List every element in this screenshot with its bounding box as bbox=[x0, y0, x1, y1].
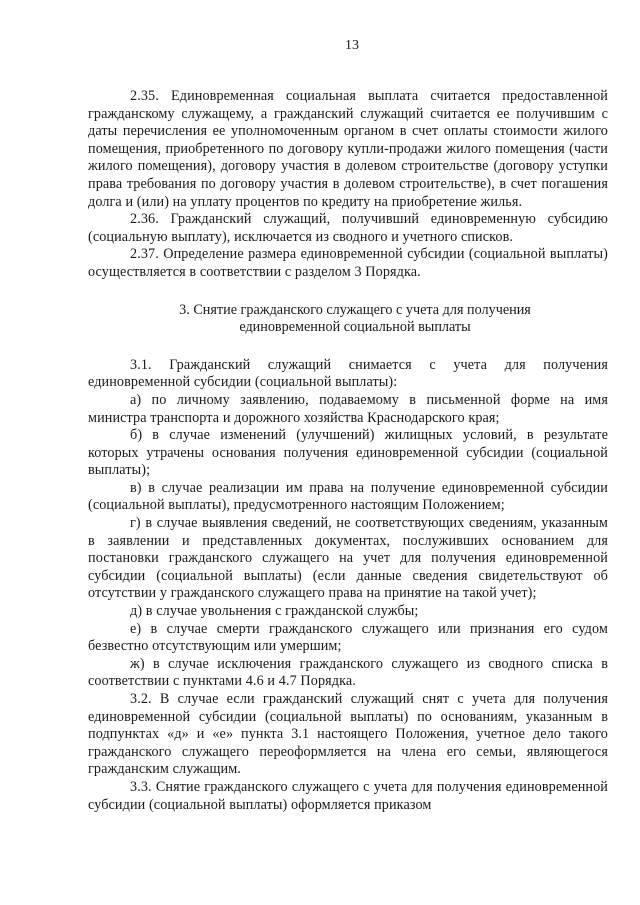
section-title bbox=[88, 302, 608, 337]
item-zh: ж) в случае исключения гражданского служащего из сводного списка в соответствии с пунктами 4.6 и 4.7 Порядка. bbox=[88, 655, 608, 690]
item-b: б) в случае изменений (улучшений) жилищных условий, в результате которых утрачены основания получения единовременной субсидии (социальной выплаты); bbox=[88, 427, 608, 479]
paragraph-2-36: 2.36. Гражданский служащий, получивший единовременную субсидию (социальную выплату), исключается из сводного и учетного списков. bbox=[88, 211, 608, 245]
item-g: г) в случае выявления сведений, не соответствующих сведениям, указанным в заявлении и представленных документах, послуживших основанием для постановки гражданского служащего на учет для получения единовременной субсидии (социальной выплаты) (если данные сведения свидетельствуют об отсутствии у гражданского служащего права на принятие на такой учет); bbox=[88, 515, 608, 602]
page-number: 13 bbox=[345, 38, 359, 53]
paragraph-2-37: 2.37. Определение размера единовременной субсидии (социальной выплаты) осуществляется в соответствии с разделом 3 Порядка. bbox=[88, 246, 608, 280]
paragraph-2-35: 2.35. Единовременная социальная выплата считается предоставленной гражданскому служащему, а гражданский служащий считается ее получившим с даты перечисления ее уполномоченным органом в счет оплаты стоимости жилого помещения, приобретенного по договору купли-продажи жилого помещения (части жилого помещения), договору участия в долевом строительстве (договору уступки права требования по договору участия в долевом строительстве), в счет погашения долга и (или) на уплату процентов по кредиту на приобретение жилья. bbox=[88, 88, 608, 210]
section-title-line-1: 3. Снятие гражданского служащего с учета для получения bbox=[179, 301, 531, 318]
paragraph-3-2: 3.2. В случае если гражданский служащий снят с учета для получения единовременной субсидии (социальной выплаты) по основаниям, указанным в подпунктах «д» и «е» пункта 3.1 настоящего Положения, учетное дело такого гражданского служащего переоформляется на члена его семьи, являющегося гражданским служащим. bbox=[88, 691, 608, 778]
item-a: а) по личному заявлению, подаваемому в письменной форме на имя министра транспорта и дорожного хозяйства Краснодарского края; bbox=[88, 391, 608, 426]
section-title-line-2: единовременной социальной выплаты bbox=[239, 319, 471, 336]
paragraph-3-3: 3.3. Снятие гражданского служащего с учета для получения единовременной субсидии (социальной выплаты) оформляется приказом bbox=[88, 778, 608, 813]
item-v: в) в случае реализации им права на получение единовременной субсидии (социальной выплаты), предусмотренного настоящим Положением; bbox=[88, 479, 608, 514]
paragraph-3-1: 3.1. Гражданский служащий снимается с учета для получения единовременной субсидии (социальной выплаты): bbox=[88, 356, 608, 391]
item-d: д) в случае увольнения с гражданской службы; bbox=[130, 603, 419, 620]
item-e: е) в случае смерти гражданского служащего или признания его судом безвестно отсутствующим или умершим; bbox=[88, 620, 608, 655]
